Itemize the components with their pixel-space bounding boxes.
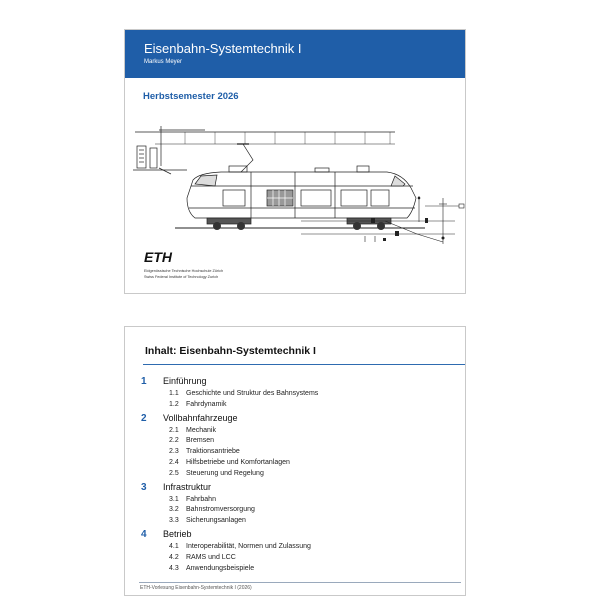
- chapter-title: Vollbahnfahrzeuge: [163, 412, 238, 423]
- title-header-bar: [125, 30, 465, 78]
- toc-section: [141, 496, 451, 507]
- locomotive-illustration: [125, 126, 466, 244]
- section-number: 3.1: [169, 495, 179, 503]
- toc-section: [141, 437, 451, 448]
- chapter-number: 1: [141, 376, 147, 387]
- section-number: 3.2: [169, 506, 179, 514]
- toc-chapter: [141, 529, 451, 543]
- toc-section: [141, 517, 451, 528]
- chapter-title: Infrastruktur: [163, 481, 212, 492]
- eth-logo: [144, 250, 184, 264]
- section-title: Geschichte und Struktur des Bahnsystems: [186, 390, 319, 397]
- toc-section: [141, 401, 451, 412]
- section-title: Fahrbahn: [186, 495, 216, 503]
- section-title: Sicherungsanlagen: [186, 517, 246, 525]
- institution-name-en: Swiss Federal Institute of Technology Zurich: [144, 275, 219, 279]
- section-number: 4.3: [169, 564, 179, 572]
- section-title: Steuerung und Regelung: [186, 469, 264, 477]
- toc-section: [141, 470, 451, 481]
- toc-section: [141, 448, 451, 459]
- table-of-contents: [141, 375, 451, 575]
- section-title: Traktionsantriebe: [186, 448, 240, 456]
- course-title: Eisenbahn-Systemtechnik I: [144, 41, 302, 56]
- chapter-title: Betrieb: [163, 528, 192, 539]
- section-title: Bremsen: [186, 437, 215, 445]
- toc-chapter: [141, 413, 451, 427]
- toc-section: [141, 565, 451, 576]
- institution-name-de: Eidgenössische Technische Hochschule Zürich: [144, 269, 224, 273]
- section-title: RAMS und LCC: [186, 553, 236, 561]
- eth-logo-text: ETH: [144, 250, 172, 264]
- footer-divider: [139, 582, 461, 583]
- section-number: 3.3: [169, 517, 179, 525]
- toc-section: [141, 543, 451, 554]
- toc-section: [141, 390, 451, 401]
- section-title: Interoperabilität, Normen und Zulassung: [186, 542, 311, 550]
- section-number: 1.1: [169, 390, 179, 397]
- chapter-number: 2: [141, 412, 147, 424]
- slide-footer: ETH-Vorlesung Eisenbahn-Systemtechnik I (2026): [140, 585, 252, 591]
- toc-chapter: [141, 482, 451, 496]
- section-number: 1.2: [169, 400, 179, 408]
- semester-label: Herbstsemester 2026: [143, 91, 239, 102]
- chapter-number: 4: [141, 528, 147, 540]
- section-title: Bahnstromversorgung: [186, 506, 255, 514]
- section-number: 2.5: [169, 469, 179, 477]
- toc-section: [141, 506, 451, 517]
- contents-slide: [124, 326, 466, 596]
- section-number: 4.2: [169, 553, 179, 561]
- author-name: Markus Meyer: [144, 59, 183, 65]
- title-divider: [143, 364, 465, 365]
- chapter-title: Einführung: [163, 376, 207, 386]
- title-slide: [124, 29, 466, 294]
- toc-section: [141, 459, 451, 470]
- toc-section: [141, 554, 451, 565]
- section-title: Hilfsbetriebe und Komfortanlagen: [186, 458, 290, 466]
- section-title: Mechanik: [186, 426, 216, 434]
- contents-title: Inhalt: Eisenbahn-Systemtechnik I: [145, 345, 316, 357]
- section-title: Fahrdynamik: [186, 400, 227, 408]
- chapter-number: 3: [141, 481, 147, 493]
- section-number: 2.4: [169, 458, 179, 466]
- section-number: 2.2: [169, 437, 179, 445]
- toc-chapter: [141, 376, 451, 390]
- section-number: 4.1: [169, 542, 179, 550]
- section-title: Anwendungsbeispiele: [186, 564, 255, 572]
- toc-section: [141, 427, 451, 438]
- section-number: 2.1: [169, 426, 179, 434]
- section-number: 2.3: [169, 448, 179, 456]
